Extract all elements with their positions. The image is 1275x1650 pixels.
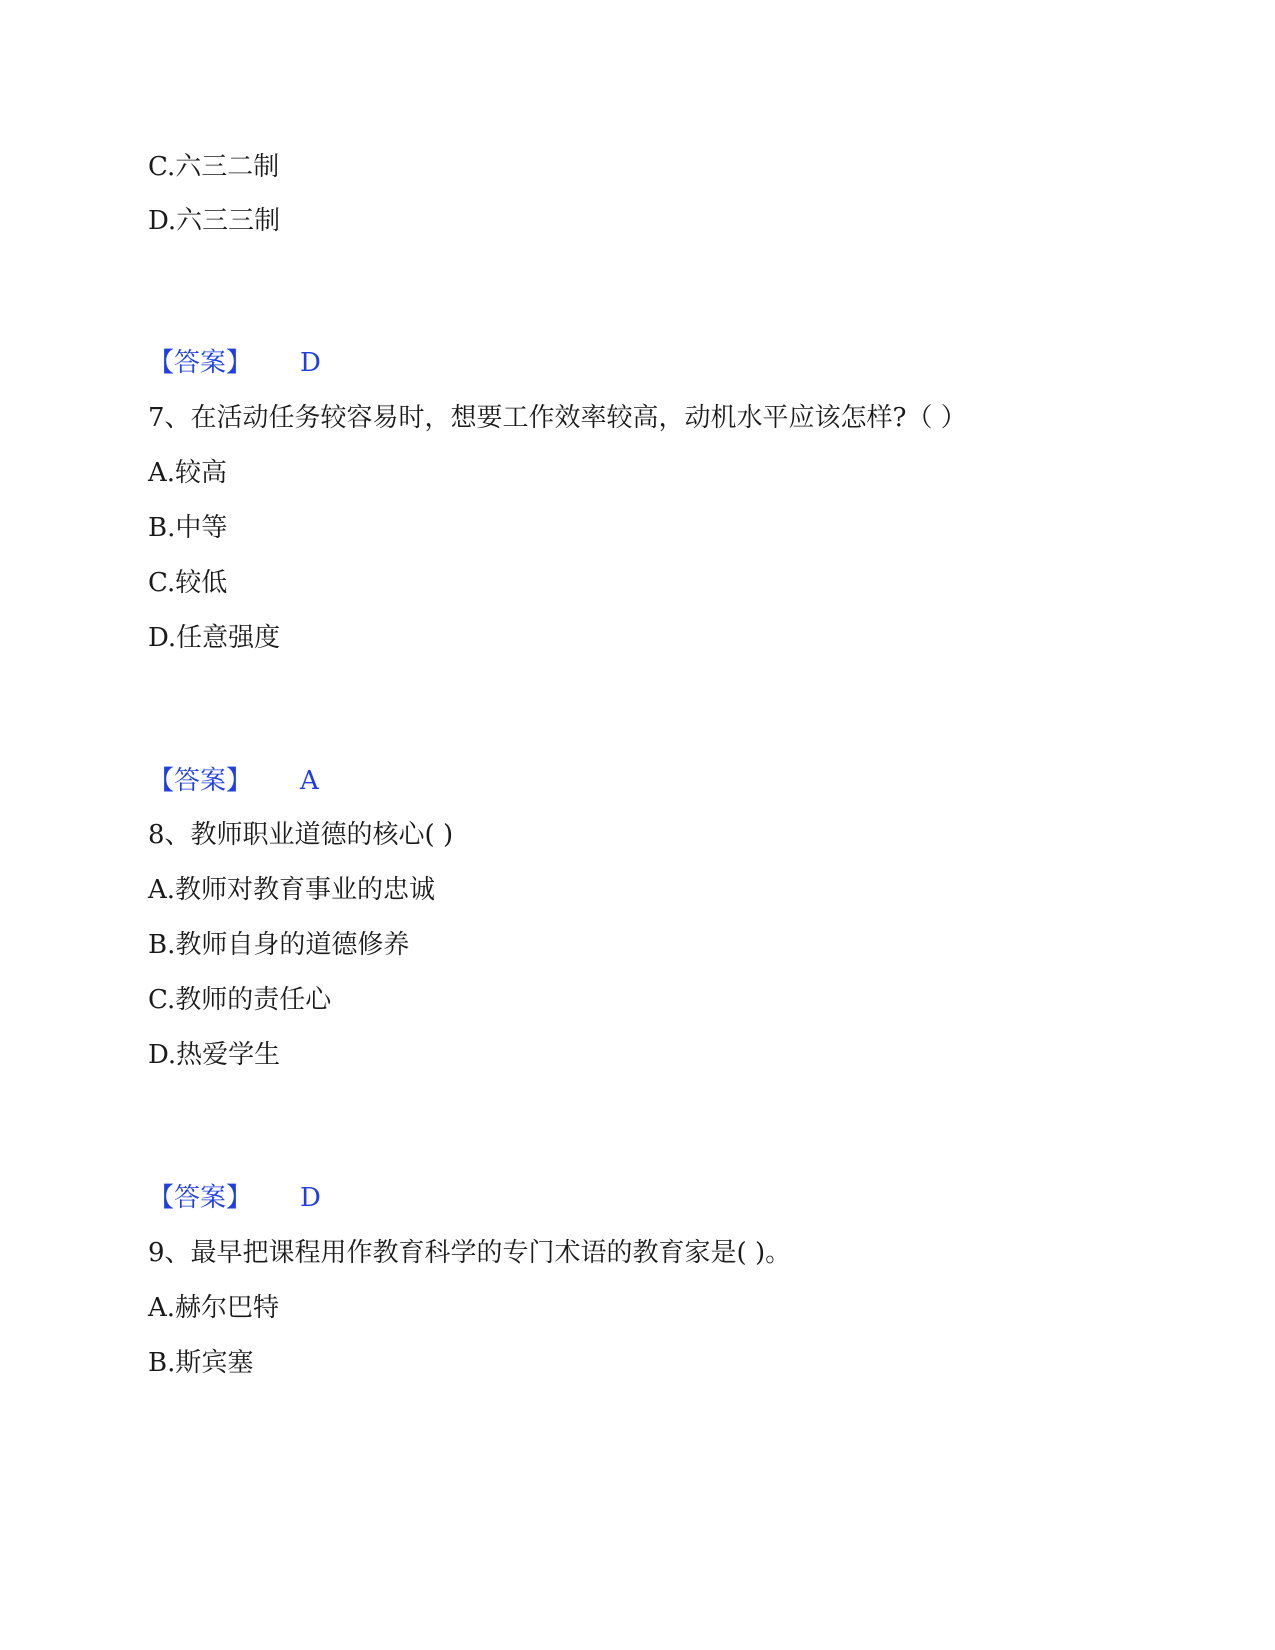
answer-value: D <box>300 1183 321 1213</box>
q9-option-a: A.赫尔巴特 <box>148 1293 280 1323</box>
answer-line <box>148 346 321 380</box>
q9-option-b: B.斯宾塞 <box>148 1348 254 1378</box>
q8-option-b: B.教师自身的道德修养 <box>148 930 410 960</box>
option-c: C.六三二制 <box>148 152 280 182</box>
answer-label: 【答案】 <box>148 766 253 796</box>
question-7: 7、在活动任务较容易时，想要工作效率较高，动机水平应该怎样?（ ） <box>148 403 967 433</box>
q8-option-d: D.热爱学生 <box>148 1040 281 1070</box>
q8-answer-line <box>148 1181 321 1215</box>
answer-value: D <box>300 348 321 378</box>
q8-option-c: C.教师的责任心 <box>148 985 332 1015</box>
question-9: 9、最早把课程用作教育科学的专门术语的教育家是( )。 <box>148 1238 792 1268</box>
q7-answer-line <box>148 764 319 798</box>
q7-option-a: A.较高 <box>148 458 228 488</box>
question-8: 8、教师职业道德的核心( ) <box>148 820 454 850</box>
answer-label: 【答案】 <box>148 1183 253 1213</box>
answer-value: A <box>300 766 319 796</box>
q8-option-a: A.教师对教育事业的忠诚 <box>148 875 436 905</box>
q7-option-d: D.任意强度 <box>148 623 281 653</box>
answer-label: 【答案】 <box>148 348 253 378</box>
option-d: D.六三三制 <box>148 206 281 236</box>
q7-option-b: B.中等 <box>148 513 228 543</box>
q7-option-c: C.较低 <box>148 568 228 598</box>
